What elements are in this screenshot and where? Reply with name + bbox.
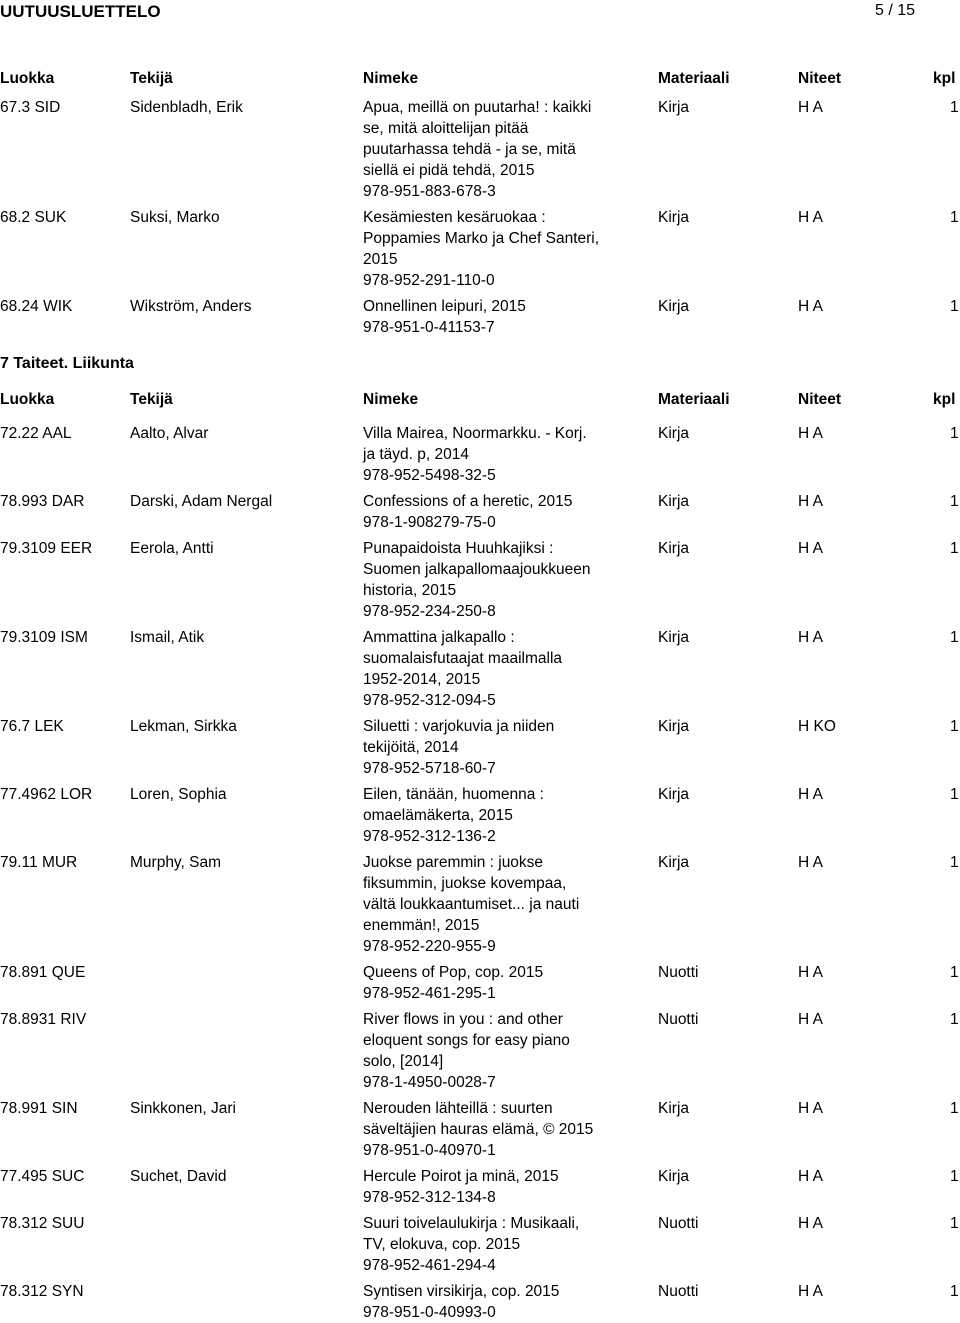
entry-class: 78.991 SIN (0, 1100, 78, 1117)
entry-title-line: Kesämiesten kesäruokaa : (363, 209, 546, 226)
entry-title-line: Nerouden lähteillä : suurten (363, 1100, 553, 1117)
entry-material: Kirja (658, 298, 690, 315)
entry-copies: H A (798, 425, 823, 442)
entry-title-line: historia, 2015 (363, 582, 457, 599)
entry-title (363, 491, 618, 533)
entry-material: Nuotti (658, 1011, 699, 1028)
entry-count: 1 (950, 1168, 959, 1185)
entry-author: Sinkkonen, Jari (130, 1100, 236, 1117)
entry-title-line: Suomen jalkapallomaajoukkueen (363, 561, 591, 578)
document-title: UUTUUSLUETTELO (0, 2, 161, 21)
entry-title-line: Villa Mairea, Noormarkku. - Korj. (363, 425, 587, 442)
entry-author: Aalto, Alvar (130, 425, 209, 442)
entry-copies: H A (798, 786, 823, 803)
entry-copies: H A (798, 1215, 823, 1232)
entry-count: 1 (950, 425, 959, 442)
entry-count: 1 (950, 1100, 959, 1117)
entry-class: 78.312 SUU (0, 1215, 85, 1232)
entry-title-line: 978-952-5718-60-7 (363, 760, 496, 777)
entry-count: 1 (950, 1215, 959, 1232)
entry-material: Nuotti (658, 1215, 699, 1232)
entry-title-line: 978-952-461-295-1 (363, 985, 496, 1002)
entry-class: 79.3109 EER (0, 540, 93, 557)
col-class: Luokka (0, 391, 55, 408)
entry-title-line: 978-952-234-250-8 (363, 603, 496, 620)
entry-material: Kirja (658, 786, 690, 803)
entry-material: Kirja (658, 854, 690, 871)
entry-title (363, 97, 618, 202)
entry-class: 76.7 LEK (0, 718, 64, 735)
entry-title-line: 978-952-312-094-5 (363, 692, 496, 709)
entry-title-line: solo, [2014] (363, 1053, 444, 1070)
entry-copies: H A (798, 298, 823, 315)
entry-title-line: eloquent songs for easy piano (363, 1032, 570, 1049)
entry-title-line: 978-1-4950-0028-7 (363, 1074, 496, 1091)
entry-count: 1 (950, 493, 959, 510)
entry-material: Nuotti (658, 1283, 699, 1300)
entry-title (363, 1098, 618, 1161)
entry-material: Nuotti (658, 964, 699, 981)
entry-class: 78.8931 RIV (0, 1011, 87, 1028)
entry-title-line: siellä ei pidä tehdä, 2015 (363, 162, 535, 179)
entry-author: Eerola, Antti (130, 540, 214, 557)
entry-title-line: Apua, meillä on puutarha! : kaikki (363, 99, 592, 116)
entry-title-line: 978-952-5498-32-5 (363, 467, 496, 484)
entry-copies: H A (798, 629, 823, 646)
entry-material: Kirja (658, 1100, 690, 1117)
entry-class: 78.312 SYN (0, 1283, 84, 1300)
entry-title (363, 784, 618, 847)
entry-title-line: 978-952-312-136-2 (363, 828, 496, 845)
entry-copies: H A (798, 1011, 823, 1028)
entry-class: 78.891 QUE (0, 964, 86, 981)
col-copies: Niteet (798, 391, 842, 408)
entry-count: 1 (950, 298, 959, 315)
entry-title (363, 1009, 618, 1093)
entry-author: Lekman, Sirkka (130, 718, 237, 735)
entry-title-line: River flows in you : and other (363, 1011, 563, 1028)
entry-title-line: säveltäjien hauras elämä, © 2015 (363, 1121, 594, 1138)
entry-title-line: vältä loukkaantumiset... ja nauti (363, 896, 580, 913)
entry-count: 1 (950, 786, 959, 803)
entry-material: Kirja (658, 629, 690, 646)
entry-title (363, 627, 618, 711)
entry-count: 1 (950, 629, 959, 646)
entry-count: 1 (950, 854, 959, 871)
entry-title-line: omaelämäkerta, 2015 (363, 807, 513, 824)
col-copies: Niteet (798, 70, 842, 87)
entry-title (363, 207, 618, 291)
col-title: Nimeke (363, 70, 419, 87)
entry-author: Murphy, Sam (130, 854, 222, 871)
entry-count: 1 (950, 540, 959, 557)
entry-author: Wikström, Anders (130, 298, 252, 315)
entry-count: 1 (950, 718, 959, 735)
entry-title-line: fiksummin, juokse kovempaa, (363, 875, 567, 892)
entry-title-line: 978-952-220-955-9 (363, 938, 496, 955)
entry-title-line: Ammattina jalkapallo : (363, 629, 515, 646)
entry-author: Suchet, David (130, 1168, 227, 1185)
column-header-1 (0, 70, 960, 92)
entry-class: 77.4962 LOR (0, 786, 93, 803)
entry-title (363, 962, 618, 1004)
section-heading: 7 Taiteet. Liikunta (0, 355, 134, 372)
entry-title-line: tekijöitä, 2014 (363, 739, 459, 756)
entry-author: Loren, Sophia (130, 786, 227, 803)
entry-title-line: Hercule Poirot ja minä, 2015 (363, 1168, 559, 1185)
entry-title-line: Onnellinen leipuri, 2015 (363, 298, 526, 315)
entry-title-line: TV, elokuva, cop. 2015 (363, 1236, 521, 1253)
entry-title-line: 978-951-0-41153-7 (363, 319, 495, 336)
entry-class: 68.2 SUK (0, 209, 67, 226)
entry-class: 79.11 MUR (0, 854, 78, 871)
entry-class: 67.3 SID (0, 99, 61, 116)
col-count: kpl (933, 391, 956, 408)
col-title: Nimeke (363, 391, 419, 408)
entry-material: Kirja (658, 425, 690, 442)
entry-title (363, 1213, 618, 1276)
col-count: kpl (933, 70, 956, 87)
entry-title-line: Eilen, tänään, huomenna : (363, 786, 544, 803)
entry-title (363, 1281, 618, 1323)
entry-count: 1 (950, 99, 959, 116)
entry-material: Kirja (658, 540, 690, 557)
entry-copies: H KO (798, 718, 836, 735)
entry-title-line: 2015 (363, 251, 398, 268)
entry-material: Kirja (658, 718, 690, 735)
entry-title-line: se, mitä aloittelijan pitää (363, 120, 529, 137)
entry-class: 72.22 AAL (0, 425, 72, 442)
entry-title-line: 978-952-312-134-8 (363, 1189, 496, 1206)
entry-material: Kirja (658, 1168, 690, 1185)
col-material: Materiaali (658, 391, 730, 408)
entry-title (363, 538, 618, 622)
entry-title-line: Suuri toivelaulukirja : Musikaali, (363, 1215, 580, 1232)
entry-count: 1 (950, 1011, 959, 1028)
entry-title-line: 978-1-908279-75-0 (363, 514, 496, 531)
entry-title-line: 978-951-883-678-3 (363, 183, 496, 200)
entry-material: Kirja (658, 493, 690, 510)
entry-title-line: Poppamies Marko ja Chef Santeri, (363, 230, 600, 247)
entry-author: Darski, Adam Nergal (130, 493, 273, 510)
entry-title-line: Juokse paremmin : juokse (363, 854, 544, 871)
entry-copies: H A (798, 99, 823, 116)
entry-class: 77.495 SUC (0, 1168, 85, 1185)
entry-title-line: 978-951-0-40970-1 (363, 1142, 496, 1159)
entry-author: Suksi, Marko (130, 209, 220, 226)
entry-count: 1 (950, 964, 959, 981)
entry-title-line: 978-951-0-40993-0 (363, 1304, 496, 1321)
entry-copies: H A (798, 1100, 823, 1117)
entry-title-line: enemmän!, 2015 (363, 917, 480, 934)
col-material: Materiaali (658, 70, 730, 87)
entry-title-line: ja täyd. p, 2014 (363, 446, 469, 463)
entry-title (363, 296, 618, 338)
entry-title-line: puutarhassa tehdä - ja se, mitä (363, 141, 576, 158)
entry-class: 78.993 DAR (0, 493, 85, 510)
entry-title (363, 1166, 618, 1208)
entry-title-line: 1952-2014, 2015 (363, 671, 481, 688)
entry-title-line: 978-952-461-294-4 (363, 1257, 496, 1274)
entry-title-line: 978-952-291-110-0 (363, 272, 495, 289)
entry-author: Ismail, Atik (130, 629, 205, 646)
entry-title-line: Siluetti : varjokuvia ja niiden (363, 718, 555, 735)
col-author: Tekijä (130, 70, 173, 87)
entry-copies: H A (798, 1283, 823, 1300)
entry-count: 1 (950, 1283, 959, 1300)
entry-author: Sidenbladh, Erik (130, 99, 243, 116)
entry-title-line: Confessions of a heretic, 2015 (363, 493, 573, 510)
entry-title-line: Queens of Pop, cop. 2015 (363, 964, 544, 981)
entry-material: Kirja (658, 209, 690, 226)
entry-copies: H A (798, 540, 823, 557)
entry-count: 1 (950, 209, 959, 226)
entry-title-line: Punapaidoista Huuhkajiksi : (363, 540, 554, 557)
entry-title-line: Syntisen virsikirja, cop. 2015 (363, 1283, 560, 1300)
entry-class: 79.3109 ISM (0, 629, 88, 646)
entry-title (363, 423, 618, 486)
entry-copies: H A (798, 964, 823, 981)
col-author: Tekijä (130, 391, 173, 408)
column-header-2 (0, 391, 960, 413)
col-class: Luokka (0, 70, 55, 87)
entry-class: 68.24 WIK (0, 298, 73, 315)
entry-material: Kirja (658, 99, 690, 116)
entry-copies: H A (798, 1168, 823, 1185)
entry-title-line: suomalaisfutaajat maailmalla (363, 650, 563, 667)
entry-copies: H A (798, 209, 823, 226)
entry-copies: H A (798, 493, 823, 510)
page-header (0, 0, 960, 24)
page-number: 5 / 15 (874, 2, 915, 19)
entry-title (363, 852, 618, 957)
entry-copies: H A (798, 854, 823, 871)
entry-title (363, 716, 618, 779)
